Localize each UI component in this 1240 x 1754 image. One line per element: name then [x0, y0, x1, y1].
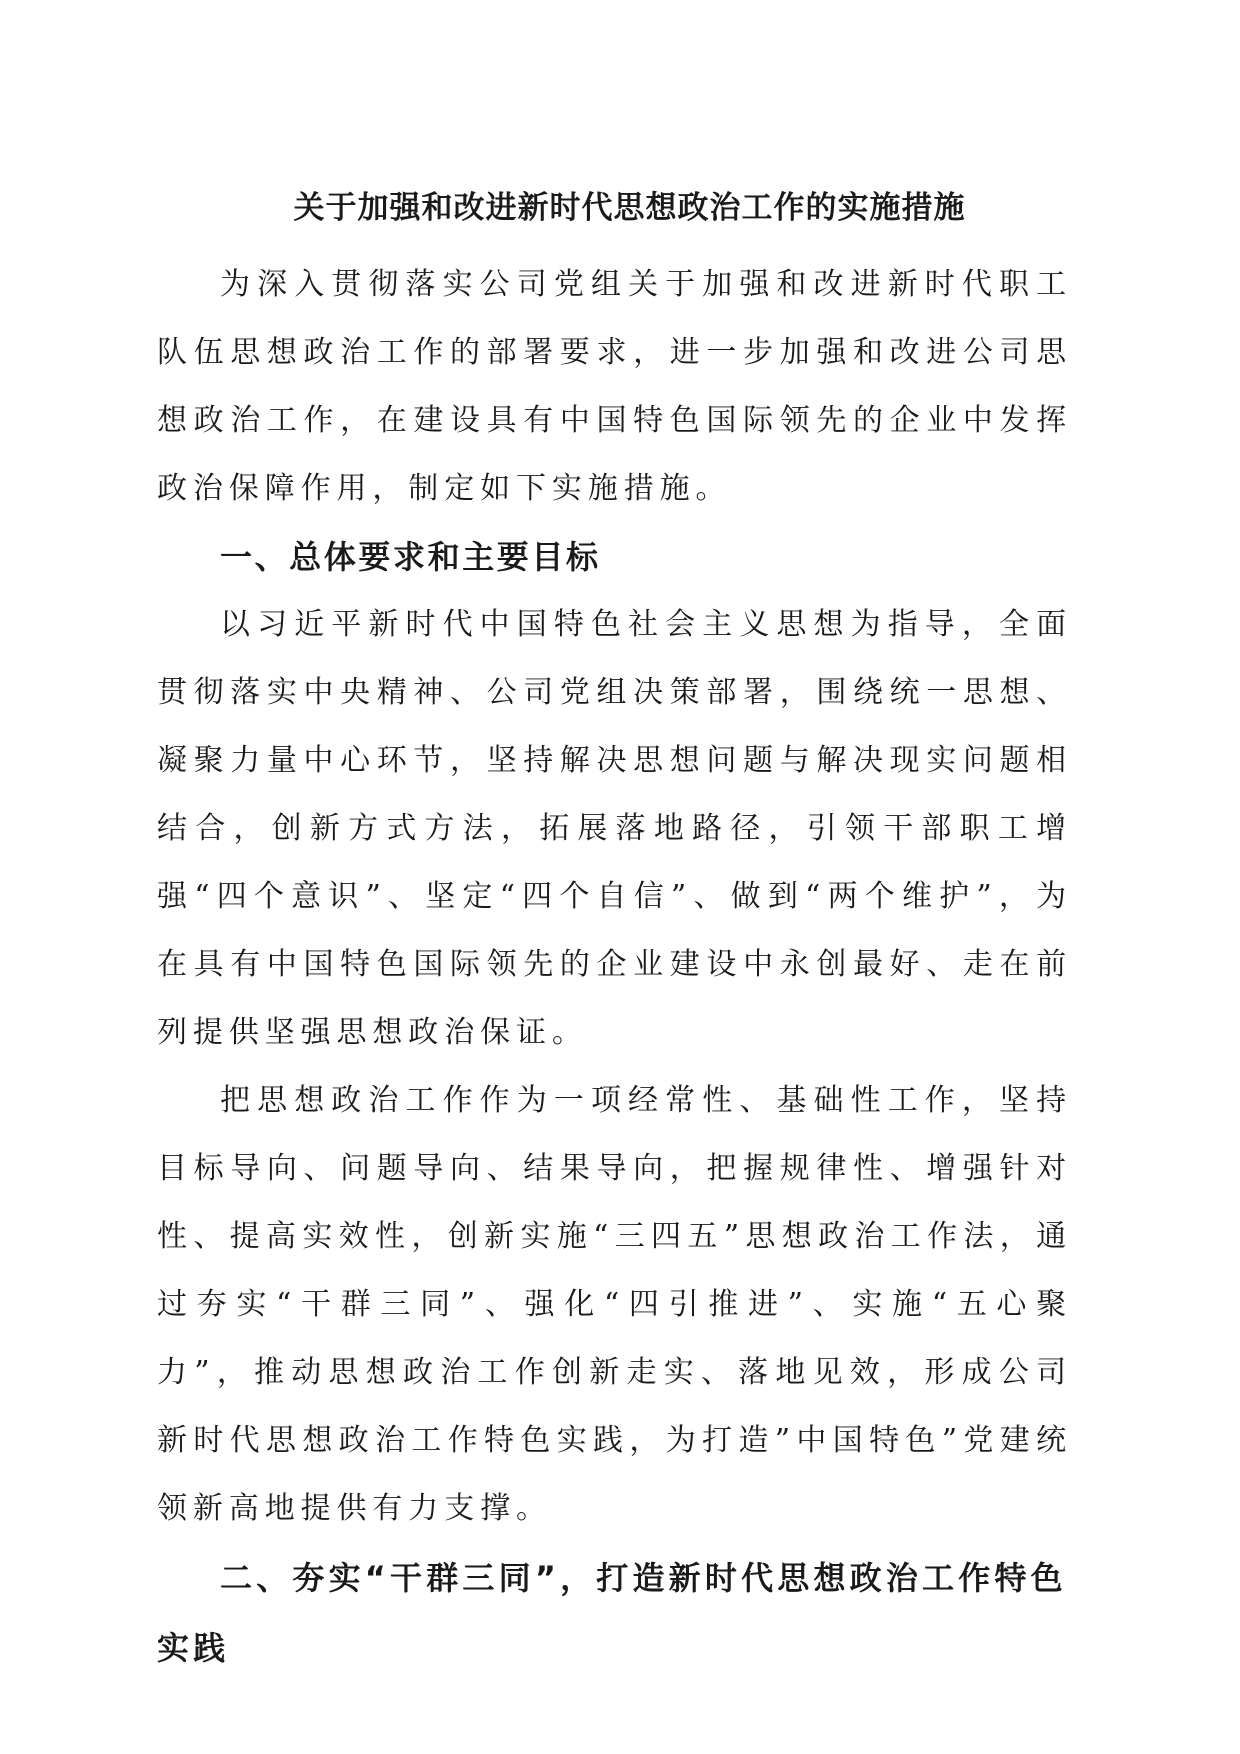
- intro-paragraph: 为深入贯彻落实公司党组关于加强和改进新时代职工队伍思想政治工作的部署要求，进一步加强和改进公司思想政治工作，在建设具有中国特色国际领先的企业中发挥政治保障作用，制定如下实施措施。: [157, 267, 1072, 506]
- document-page: [157, 188, 1072, 1683]
- section-2-heading: 二、夯实“干群三同”，打造新时代思想政治工作特色实践: [157, 1559, 1067, 1667]
- section-1-paragraph-2: 把思想政治工作作为一项经常性、基础性工作，坚持目标导向、问题导向、结果导向，把握规律性、增强针对性、提高实效性，创新实施“三四五”思想政治工作法，通过夯实“干群三同”、强化“四引推进”、实施“五心聚力”，推动思想政治工作创新走实、落地见效，形成公司新时代思想政治工作特色实践，为打造”中国特色”党建统领新高地提供有力支撑。: [157, 1083, 1072, 1526]
- section-1-heading: 一、总体要求和主要目标: [220, 538, 601, 576]
- document-title: 关于加强和改进新时代思想政治工作的实施措施: [293, 190, 966, 226]
- section-1-paragraph-1: 以习近平新时代中国特色社会主义思想为指导，全面贯彻落实中央精神、公司党组决策部署，围绕统一思想、凝聚力量中心环节，坚持解决思想问题与解决现实问题相结合，创新方式方法，拓展落地路径，引领干部职工增强“四个意识”、坚定“四个自信”、做到“两个维护”，为在具有中国特色国际领先的企业建设中永创最好、走在前列提供坚强思想政治保证。: [157, 607, 1072, 1050]
